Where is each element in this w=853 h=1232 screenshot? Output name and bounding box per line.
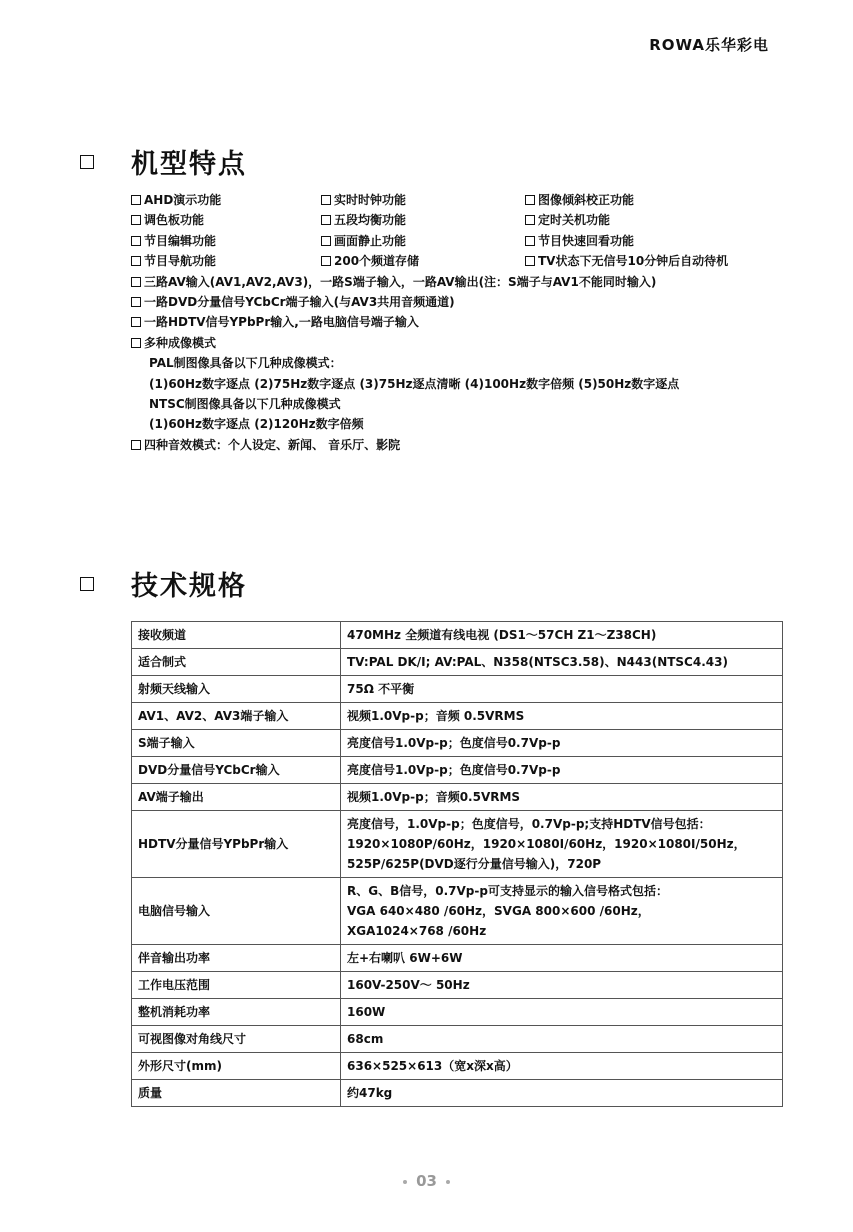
spec-value	[341, 730, 783, 757]
checkbox-icon	[321, 256, 331, 266]
checkbox-icon	[131, 277, 141, 287]
checkbox-icon	[131, 338, 141, 348]
feature-subline: NTSC制图像具备以下几种成像模式	[149, 397, 341, 412]
section-title-specs	[80, 564, 247, 603]
section-title-text: 机型特点	[131, 149, 247, 180]
table-row	[132, 703, 783, 730]
feature-item: 画面静止功能	[321, 231, 525, 251]
spec-value-line: 636×525×613（宽x深x高）	[347, 1059, 518, 1073]
spec-value-line: 525P/625P(DVD逐行分量信号输入)，720P	[347, 857, 602, 871]
brand-logo: RОWA乐华彩电	[649, 36, 769, 54]
spec-value-line: 视频1.0Vp-p；音频 0.5VRMS	[347, 709, 525, 723]
table-row	[132, 622, 783, 649]
feature-item: AHD演示功能	[131, 190, 321, 210]
feature-item: TV状态下无信号10分钟后自动待机	[525, 251, 805, 271]
spec-key: 外形尺寸(mm)	[132, 1053, 341, 1080]
checkbox-icon	[131, 215, 141, 225]
spec-key: 电脑信号输入	[132, 878, 341, 945]
spec-value	[341, 649, 783, 676]
feature-subline: PAL制图像具备以下几种成像模式：	[149, 356, 342, 371]
spec-value-line: 75Ω 不平衡	[347, 682, 415, 696]
section-title-features	[80, 142, 247, 181]
checkbox-icon	[131, 297, 141, 307]
spec-value-line: 亮度信号，1.0Vp-p；色度信号，0.7Vp-p;支持HDTV信号包括：	[347, 817, 711, 831]
table-row	[132, 811, 783, 878]
spec-value-line: 160V-250V～ 50Hz	[347, 978, 470, 992]
feature-item: 定时关机功能	[525, 210, 805, 230]
spec-value	[341, 811, 783, 878]
feature-item: 节目导航功能	[131, 251, 321, 271]
spec-value	[341, 1053, 783, 1080]
spec-key: 工作电压范围	[132, 972, 341, 999]
spec-key: 可视图像对角线尺寸	[132, 1026, 341, 1053]
checkbox-icon	[131, 195, 141, 205]
spec-value-line: 68cm	[347, 1032, 384, 1046]
spec-value	[341, 784, 783, 811]
spec-value-line: 亮度信号1.0Vp-p；色度信号0.7Vp-p	[347, 736, 561, 750]
spec-value-line: R、G、B信号，0.7Vp-p可支持显示的输入信号格式包括：	[347, 884, 668, 898]
spec-value	[341, 676, 783, 703]
feature-line: 一路HDTV信号YPbPr输入,一路电脑信号端子输入	[131, 312, 811, 332]
dot-icon	[403, 1180, 407, 1184]
table-row	[132, 757, 783, 784]
spec-key: 质量	[132, 1080, 341, 1107]
spec-key: AV1、AV2、AV3端子输入	[132, 703, 341, 730]
checkbox-icon	[525, 256, 535, 266]
spec-value-line: 1920×1080P/60Hz，1920×1080I/60Hz，1920×1080I/50Hz，	[347, 837, 746, 851]
features-grid	[131, 190, 811, 272]
table-row	[132, 1080, 783, 1107]
spec-key: 整机消耗功率	[132, 999, 341, 1026]
spec-key: 伴音输出功率	[132, 945, 341, 972]
table-row	[132, 730, 783, 757]
spec-value	[341, 945, 783, 972]
dot-icon	[446, 1180, 450, 1184]
feature-line: 一路DVD分量信号YCbCr端子输入(与AV3共用音频通道)	[131, 292, 811, 312]
checkbox-icon	[525, 236, 535, 246]
checkbox-icon	[131, 236, 141, 246]
spec-key: S端子输入	[132, 730, 341, 757]
checkbox-icon	[525, 195, 535, 205]
features-list	[131, 190, 811, 455]
feature-line: 多种成像模式	[131, 333, 811, 353]
feature-subline: (1)60Hz数字逐点 (2)120Hz数字倍频	[149, 417, 364, 432]
table-row	[132, 999, 783, 1026]
feature-subline: (1)60Hz数字逐点 (2)75Hz数字逐点 (3)75Hz逐点清晰 (4)100Hz数字倍频 (5)50Hz数字逐点	[149, 376, 680, 391]
checkbox-icon	[80, 155, 94, 169]
spec-value-line: 470MHz 全频道有线电视 (DS1～57CH Z1～Z38CH)	[347, 628, 657, 642]
checkbox-icon	[131, 317, 141, 327]
feature-item: 五段均衡功能	[321, 210, 525, 230]
table-row	[132, 945, 783, 972]
spec-key: HDTV分量信号YPbPr输入	[132, 811, 341, 878]
table-row	[132, 649, 783, 676]
spec-value-line: VGA 640×480 /60Hz，SVGA 800×600 /60Hz，	[347, 904, 650, 918]
spec-key: DVD分量信号YCbCr输入	[132, 757, 341, 784]
section-title-text: 技术规格	[131, 571, 247, 602]
spec-value	[341, 878, 783, 945]
feature-item: 实时时钟功能	[321, 190, 525, 210]
checkbox-icon	[321, 195, 331, 205]
spec-value-line: 左+右喇叭 6W+6W	[347, 951, 463, 965]
spec-value-line: XGA1024×768 /60Hz	[347, 924, 487, 938]
spec-value	[341, 757, 783, 784]
spec-value	[341, 1080, 783, 1107]
spec-value-line: 亮度信号1.0Vp-p；色度信号0.7Vp-p	[347, 763, 561, 777]
checkbox-icon	[321, 236, 331, 246]
feature-item: 节目编辑功能	[131, 231, 321, 251]
spec-table	[131, 621, 783, 1107]
feature-item: 调色板功能	[131, 210, 321, 230]
spec-value-line: 160W	[347, 1005, 386, 1019]
feature-line: 三路AV输入(AV1,AV2,AV3)，一路S端子输入，一路AV输出(注：S端子与AV1不能同时输入)	[131, 272, 811, 292]
spec-value	[341, 1026, 783, 1053]
spec-key: 适合制式	[132, 649, 341, 676]
spec-value	[341, 999, 783, 1026]
checkbox-icon	[525, 215, 535, 225]
checkbox-icon	[131, 256, 141, 266]
spec-value	[341, 972, 783, 999]
checkbox-icon	[321, 215, 331, 225]
table-row	[132, 1026, 783, 1053]
table-row	[132, 972, 783, 999]
checkbox-icon	[131, 440, 141, 450]
checkbox-icon	[80, 577, 94, 591]
table-row	[132, 878, 783, 945]
page-number: 03	[0, 1172, 853, 1190]
spec-key: 接收频道	[132, 622, 341, 649]
spec-value	[341, 703, 783, 730]
feature-item: 200个频道存储	[321, 251, 525, 271]
table-row	[132, 784, 783, 811]
spec-value	[341, 622, 783, 649]
spec-value-line: 约47kg	[347, 1086, 393, 1100]
table-row	[132, 676, 783, 703]
spec-value-line: 视频1.0Vp-p；音频0.5VRMS	[347, 790, 521, 804]
feature-item: 节目快速回看功能	[525, 231, 805, 251]
spec-key: AV端子输出	[132, 784, 341, 811]
feature-line: 四种音效模式：个人设定、新闻、 音乐厅、影院	[131, 435, 811, 455]
spec-key: 射频天线输入	[132, 676, 341, 703]
spec-value-line: TV:PAL DK/I; AV:PAL、N358(NTSC3.58)、N443(NTSC4.43)	[347, 655, 728, 669]
table-row	[132, 1053, 783, 1080]
feature-item: 图像倾斜校正功能	[525, 190, 805, 210]
